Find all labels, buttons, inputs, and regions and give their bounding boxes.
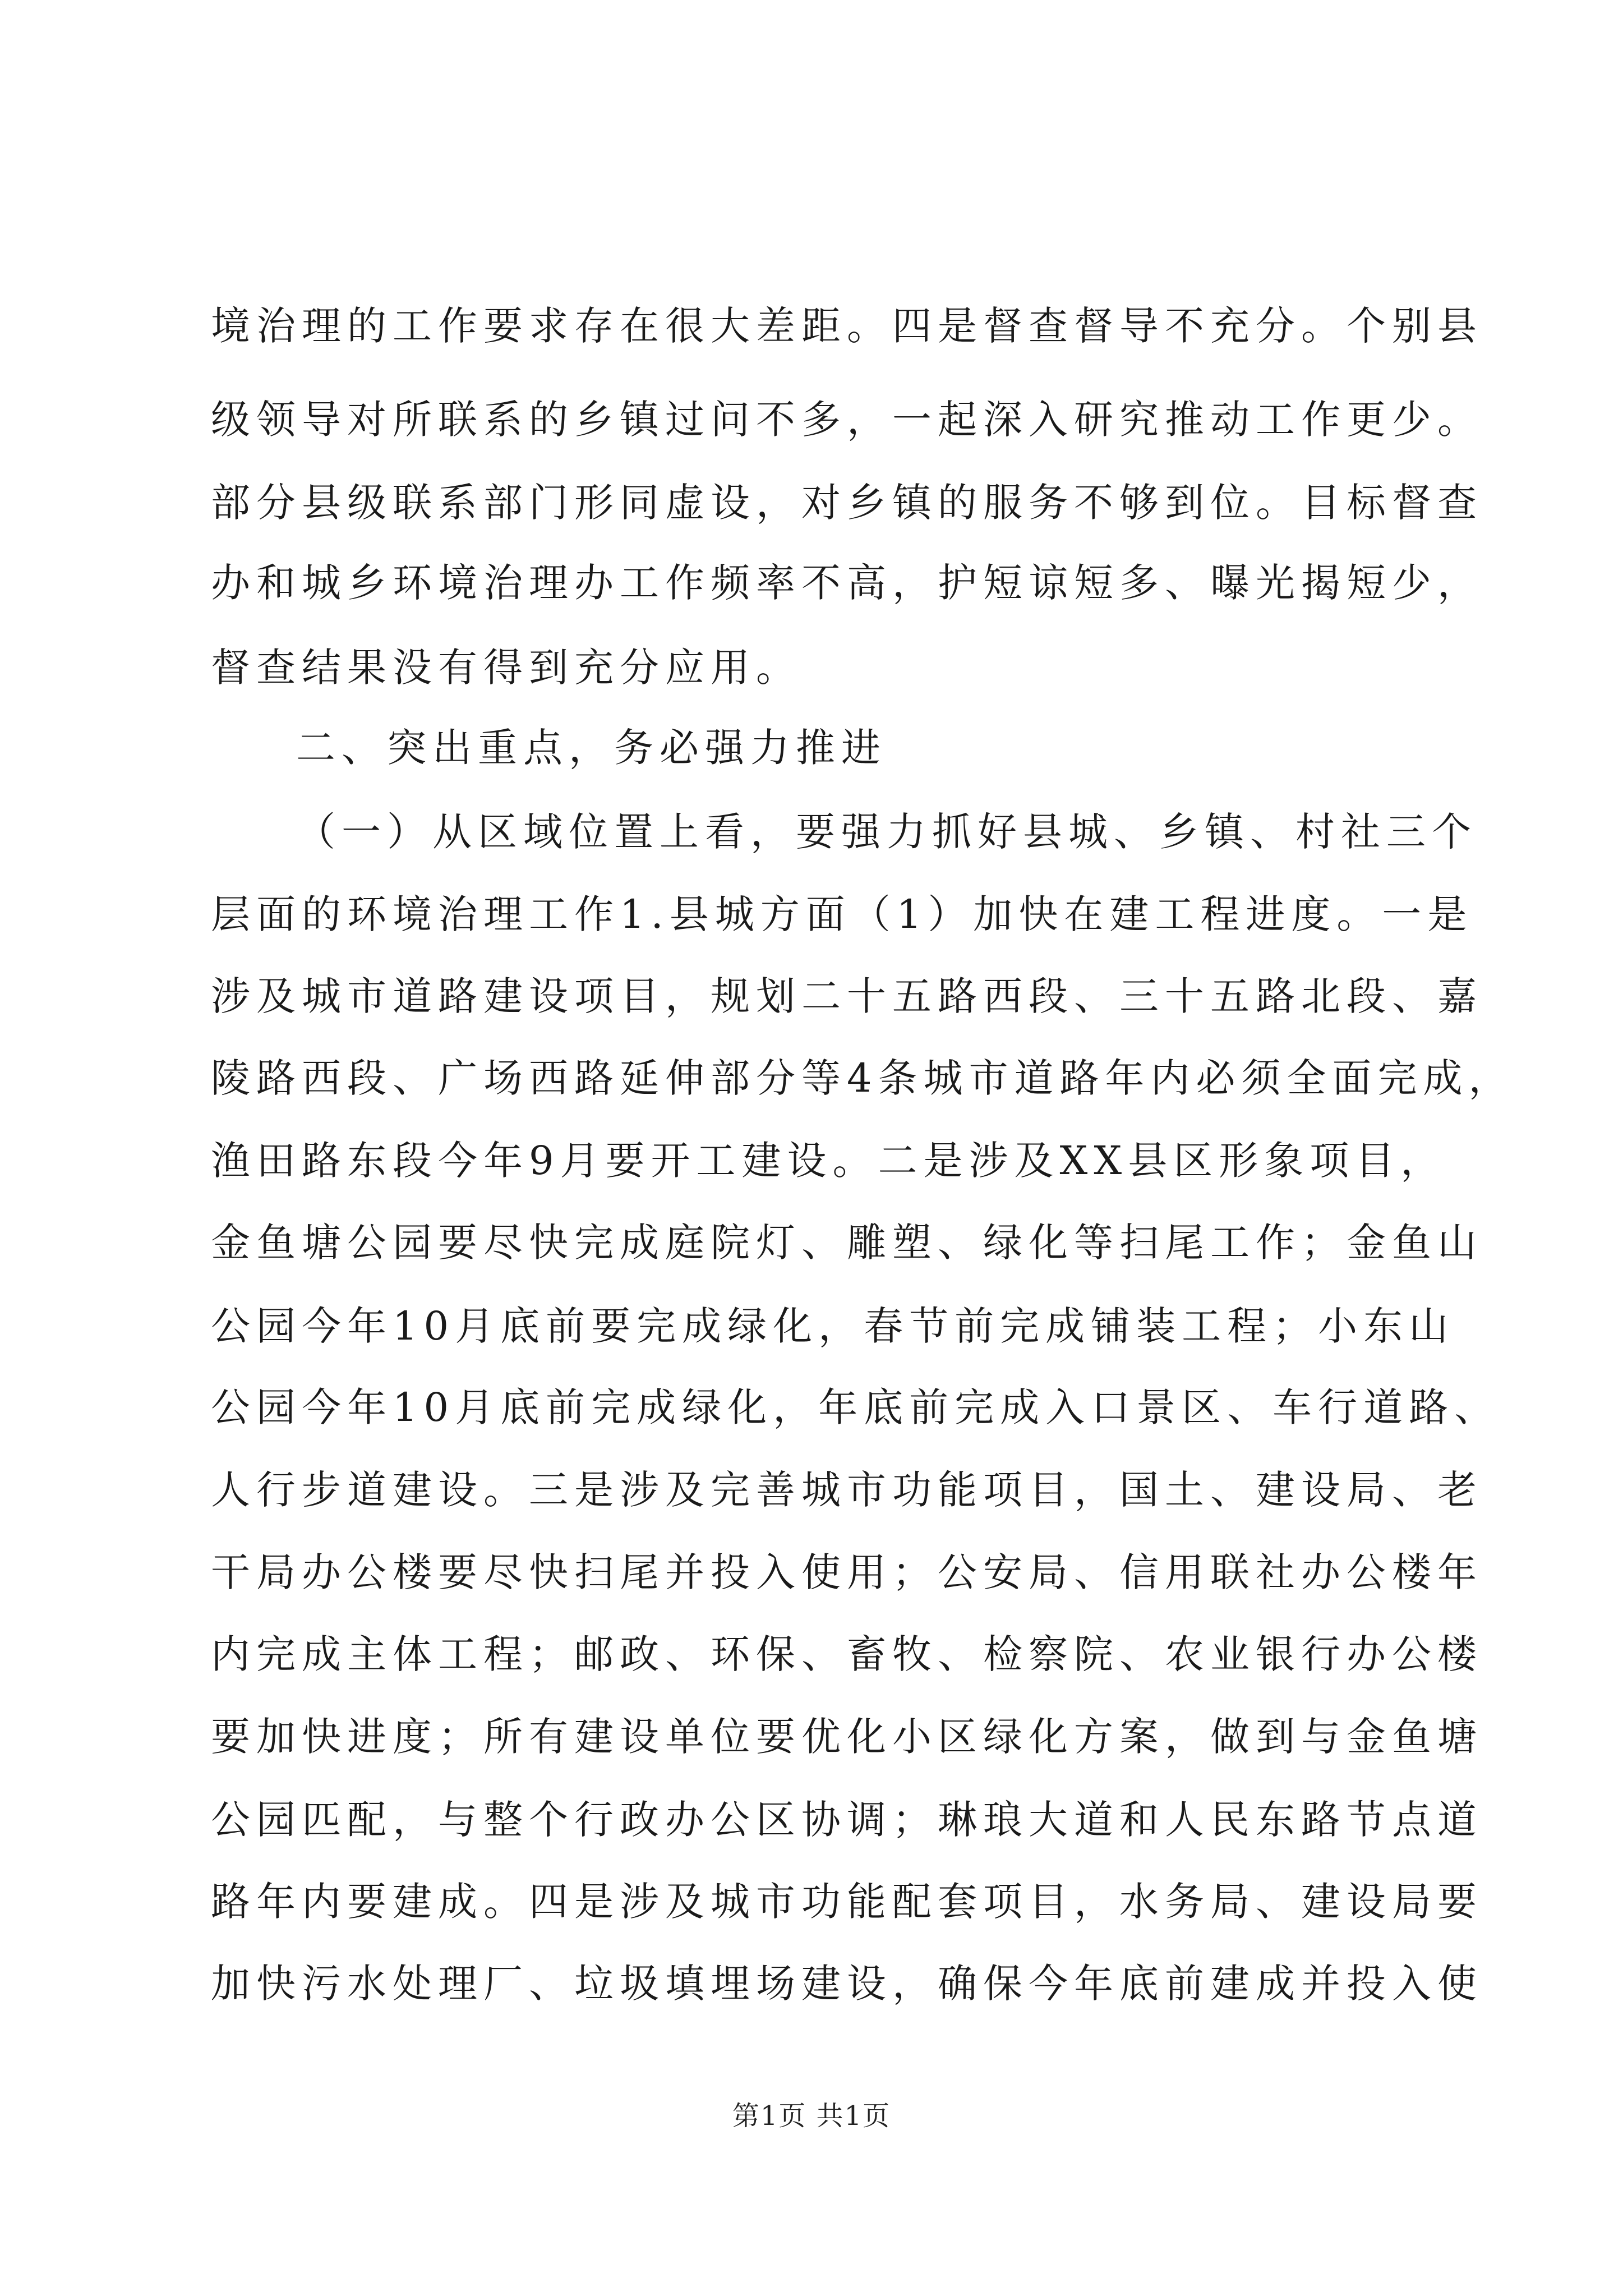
body-line-11: 渔田路东段今年9月要开工建设。二是涉及XX县区形象项目，: [211, 1138, 1446, 1184]
body-line-1: 境治理的工作要求存在很大差距。四是督查督导不充分。个别县: [211, 303, 1483, 349]
body-line-10: 陵路西段、广场西路延伸部分等4条城市道路年内必须全面完成，: [211, 1055, 1514, 1101]
body-line-14: 公园今年10月底前完成绿化，年底前完成入口景区、车行道路、: [211, 1384, 1500, 1430]
body-line-3: 部分县级联系部门形同虚设，对乡镇的服务不够到位。目标督查: [211, 480, 1483, 526]
body-line-17: 内完成主体工程；邮政、环保、畜牧、检察院、农业银行办公楼: [211, 1631, 1483, 1677]
body-line-12: 金鱼塘公园要尽快完成庭院灯、雕塑、绿化等扫尾工作；金鱼山: [211, 1220, 1483, 1266]
body-line-9: 涉及城市道路建设项目，规划二十五路西段、三十五路北段、嘉: [211, 973, 1483, 1019]
body-line-7: （一）从区域位置上看，要强力抓好县城、乡镇、村社三个: [296, 809, 1477, 855]
body-line-8: 层面的环境治理工作1.县城方面（1）加快在建工程进度。一是: [211, 891, 1473, 937]
body-line-18: 要加快进度；所有建设单位要优化小区绿化方案，做到与金鱼塘: [211, 1714, 1483, 1760]
body-line-5: 督查结果没有得到充分应用。: [211, 645, 801, 691]
page-footer: 第1页 共1页: [732, 2100, 891, 2132]
body-line-15: 人行步道建设。三是涉及完善城市功能项目，国土、建设局、老: [211, 1467, 1483, 1513]
body-line-2: 级领导对所联系的乡镇过问不多，一起深入研究推动工作更少。: [211, 397, 1483, 443]
body-line-16: 干局办公楼要尽快扫尾并投入使用；公安局、信用联社办公楼年: [211, 1549, 1483, 1595]
body-line-4: 办和城乡环境治理办工作频率不高，护短谅短多、曝光揭短少，: [211, 560, 1483, 606]
body-line-21: 加快污水处理厂、垃圾填埋场建设，确保今年底前建成并投入使: [211, 1961, 1483, 2007]
body-line-13: 公园今年10月底前要完成绿化，春节前完成铺装工程；小东山: [211, 1303, 1455, 1349]
body-line-19: 公园匹配，与整个行政办公区协调；琳琅大道和人民东路节点道: [211, 1797, 1483, 1843]
body-line-20: 路年内要建成。四是涉及城市功能配套项目，水务局、建设局要: [211, 1879, 1483, 1925]
section-heading: 二、突出重点，务必强力推进: [296, 725, 887, 771]
